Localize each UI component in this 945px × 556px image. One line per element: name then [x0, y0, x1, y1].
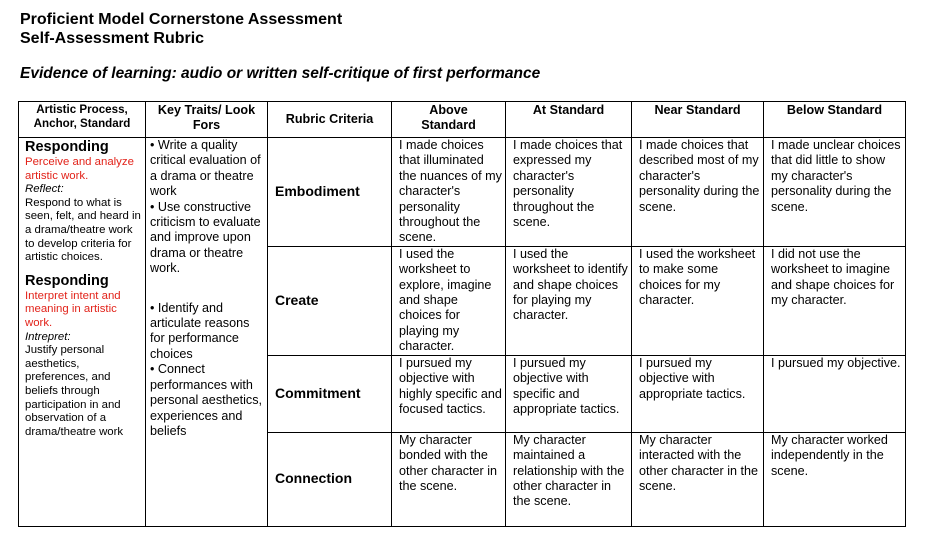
cell-at: I pursued my objective with specific and appropriate tactics.	[506, 355, 632, 432]
trait-item: • Connect performances with personal aesthetics, experiences and beliefs	[150, 362, 263, 438]
criteria-connection: Connection	[268, 432, 392, 526]
header-below: Below Standard	[764, 102, 906, 138]
standard-text-2: Justify personal aesthetics, preferences, and beliefs through participation in and observation of a drama/theatre work	[25, 344, 124, 438]
doc-title-line-1: Proficient Model Cornerstone Assessment	[20, 11, 343, 28]
section-spacer	[25, 265, 143, 273]
cell-near: I pursued my objective with appropriate tactics.	[632, 355, 764, 432]
cell-below: I pursued my objective.	[764, 355, 906, 432]
rubric-table	[18, 101, 906, 527]
header-above: Above Standard	[392, 102, 506, 138]
cell-at: My character maintained a relationship with the other character in the scene.	[506, 432, 632, 526]
section-title-responding-2: Responding	[25, 272, 109, 289]
header-criteria: Rubric Criteria	[268, 102, 392, 138]
trait-item: • Write a quality critical evaluation of a drama or theatre work	[150, 138, 261, 199]
cell-near: I made choices that described most of my character's personality during the scene.	[632, 138, 764, 247]
cell-above: I made choices that illuminated the nuances of my character's personality throughout the scene.	[392, 138, 506, 247]
trait-item: • Identify and articulate reasons for performance choices	[150, 300, 250, 361]
anchor-text-1: Perceive and analyze artistic work.	[25, 156, 134, 182]
header-near: Near Standard	[632, 102, 764, 138]
cell-above: I pursued my objective with highly specific and focused tactics.	[392, 355, 506, 432]
standard-label-2: Intrepret:	[25, 330, 71, 343]
doc-title-line-2: Self-Assessment Rubric	[20, 30, 205, 47]
criteria-create: Create	[268, 246, 392, 355]
cell-above: My character bonded with the other character in the scene.	[392, 432, 506, 526]
cell-near: I used the worksheet to make some choices for my character.	[632, 246, 764, 355]
criteria-embodiment: Embodiment	[268, 138, 392, 247]
header-row	[19, 102, 906, 138]
header-at: At Standard	[506, 102, 632, 138]
header-traits: Key Traits/ Look Fors	[146, 102, 268, 138]
cell-above: I used the worksheet to explore, imagine and shape choices for playing my character.	[392, 246, 506, 355]
cell-at: I made choices that expressed my character's personality throughout the scene.	[506, 138, 632, 247]
process-cell	[19, 138, 146, 527]
doc-subtitle: Evidence of learning: audio or written self-critique of first performance	[20, 65, 541, 82]
cell-below: My character worked independently in the scene.	[764, 432, 906, 526]
cell-below: I did not use the worksheet to imagine and shape choices for my character.	[764, 246, 906, 355]
criteria-commitment: Commitment	[268, 355, 392, 432]
section-title-responding-1: Responding	[25, 139, 109, 155]
table-row	[19, 138, 906, 247]
standard-label-1: Reflect:	[25, 183, 64, 196]
anchor-text-2: Interpret intent and meaning in artistic work.	[25, 289, 121, 329]
cell-at: I used the worksheet to identify and shape choices for playing my character.	[506, 246, 632, 355]
header-process: Artistic Process, Anchor, Standard	[19, 102, 146, 138]
doc-title	[20, 10, 342, 48]
standard-text-1: Respond to what is seen, felt, and heard in a drama/theatre work to develop criteria for artistic choices.	[25, 196, 141, 264]
cell-near: My character interacted with the other character in the scene.	[632, 432, 764, 526]
trait-spacer	[150, 277, 265, 301]
traits-cell	[146, 138, 268, 527]
cell-below: I made unclear choices that did little to show my character's personality during the scene.	[764, 138, 906, 247]
trait-item: • Use constructive criticism to evaluate and improve upon drama or theatre work.	[150, 199, 261, 276]
